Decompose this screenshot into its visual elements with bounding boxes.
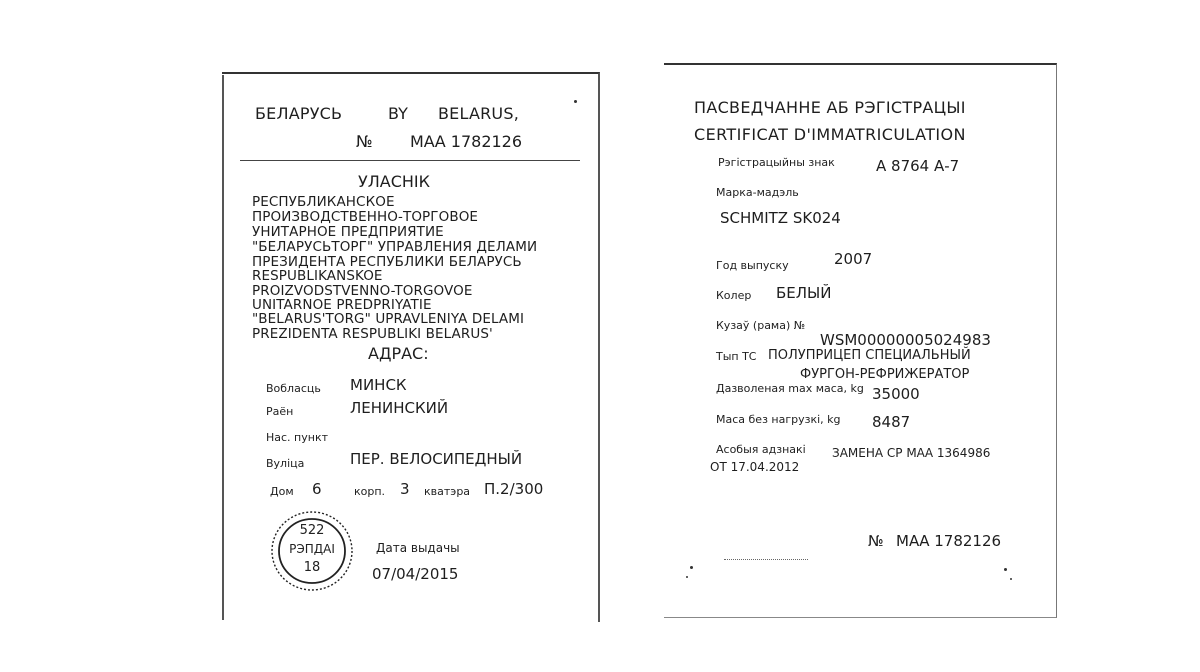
- owner-line: ПРЕЗИДЕНТА РЕСПУБЛИКИ БЕЛАРУСЬ: [252, 254, 522, 270]
- owner-line: PROIZVODSTVENNO-TORGOVOE: [252, 283, 473, 299]
- vehicle-type-line1: ПОЛУПРИЦЕП СПЕЦИАЛЬНЫЙ: [768, 348, 971, 363]
- owner-label: УЛАСНІК: [358, 172, 431, 191]
- registration-stamp: [268, 508, 358, 594]
- scan-speck: [686, 576, 688, 578]
- max-mass-value: 35000: [872, 385, 920, 403]
- make-value: SCHMITZ SK024: [720, 209, 841, 227]
- color-value: БЕЛЫЙ: [776, 284, 832, 302]
- certificate-title-fr: CERTIFICAT D'IMMATRICULATION: [694, 125, 966, 144]
- stamp-bottom: 18: [303, 560, 321, 575]
- certificate-title-by: ПАСВЕДЧАННЕ АБ РЭГІСТРАЦЫІ: [694, 98, 966, 117]
- certificate-number-sign: №: [868, 532, 884, 550]
- owner-line: PREZIDENTA RESPUBLIKI BELARUS': [252, 326, 493, 342]
- stamp-top: 522: [299, 523, 325, 538]
- locality-label: Нас. пункт: [266, 431, 328, 444]
- max-mass-label: Дазволеная max маса, kg: [716, 382, 864, 395]
- left-page-edge: [222, 75, 224, 620]
- owner-line: UNITARNOE PREDPRIYATIE: [252, 297, 432, 313]
- empty-mass-value: 8487: [872, 413, 911, 431]
- region-label: Вобласць: [266, 382, 321, 395]
- empty-mass-label: Маса без нагрузкі, kg: [716, 413, 841, 426]
- owner-line: РЕСПУБЛИКАНСКОЕ: [252, 194, 395, 210]
- year-label: Год выпуску: [716, 259, 789, 272]
- house-label: Дом: [270, 485, 294, 498]
- color-label: Колер: [716, 289, 752, 302]
- header-divider: [240, 160, 580, 161]
- scan-speck: [1004, 568, 1007, 571]
- scan-speck: [1010, 578, 1012, 580]
- reg-number-value: А 8764 А-7: [876, 157, 960, 175]
- district-label: Раён: [266, 405, 294, 418]
- body-number-value: WSM00000005024983: [820, 331, 991, 349]
- owner-line: УНИТАРНОЕ ПРЕДПРИЯТИЕ: [252, 224, 444, 240]
- address-label: АДРАС:: [368, 344, 429, 363]
- vehicle-type-line2: ФУРГОН-РЕФРИЖЕРАТОР: [800, 367, 970, 382]
- block-value: 3: [400, 480, 410, 498]
- house-value: 6: [312, 480, 322, 498]
- owner-line: "БЕЛАРУСЬТОРГ" УПРАВЛЕНИЯ ДЕЛАМИ: [252, 239, 538, 255]
- certificate-number: МАА 1782126: [896, 532, 1002, 550]
- vehicle-type-label: Тып ТС: [716, 350, 757, 363]
- header-country-en: BELARUS,: [438, 104, 519, 123]
- owner-line: ПРОИЗВОДСТВЕННО-ТОРГОВОЕ: [252, 209, 479, 225]
- stamp-middle: РЭПДАІ: [289, 542, 335, 556]
- scan-speck: [690, 566, 693, 569]
- reg-number-label: Рэгістрацыйны знак: [718, 156, 835, 169]
- apartment-label: кватэра: [424, 485, 471, 498]
- body-number-label: Кузаў (рама) №: [716, 319, 806, 332]
- block-label: корп.: [354, 485, 386, 498]
- street-label: Вуліца: [266, 457, 305, 470]
- microprint-line: [724, 559, 808, 560]
- make-label: Марка-мадэль: [716, 186, 799, 199]
- owner-line: "BELARUS'TORG" UPRAVLENIYA DELAMI: [252, 311, 525, 327]
- header-country-code: BY: [388, 104, 408, 123]
- owner-line: RESPUBLIKANSKOE: [252, 268, 383, 284]
- special-notes-line2: ОТ 17.04.2012: [710, 460, 800, 474]
- issue-date-label: Дата выдачы: [376, 541, 460, 555]
- year-value: 2007: [834, 250, 873, 268]
- scan-speck: [574, 100, 577, 103]
- apartment-value: П.2/300: [484, 480, 544, 498]
- issue-date-value: 07/04/2015: [372, 565, 459, 583]
- street-value: ПЕР. ВЕЛОСИПЕДНЫЙ: [350, 450, 523, 468]
- district-value: ЛЕНИНСКИЙ: [350, 399, 449, 417]
- header-number-sign: №: [356, 132, 373, 151]
- header-country-by: БЕЛАРУСЬ: [255, 104, 343, 123]
- special-notes-label: Асобыя адзнакі: [716, 443, 806, 456]
- special-notes-line1: ЗАМЕНА СР МАА 1364986: [832, 446, 991, 460]
- region-value: МИНСК: [350, 376, 407, 394]
- header-number: МАА 1782126: [410, 132, 523, 151]
